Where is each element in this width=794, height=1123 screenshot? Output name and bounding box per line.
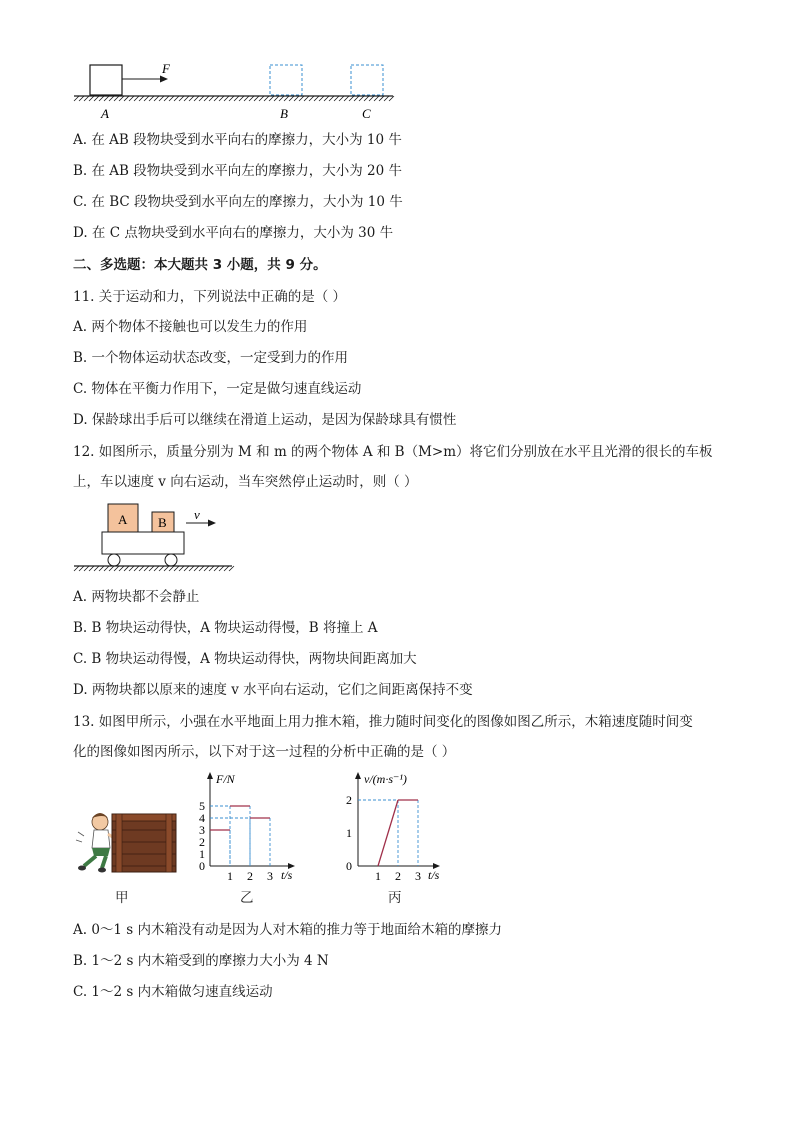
chart1-ylabel: F/N: [216, 772, 235, 786]
chart-velocity-time: [340, 768, 460, 888]
chart2-xtick-label: 2: [395, 869, 401, 883]
hatch-mark: [79, 566, 84, 571]
hatch-mark: [94, 566, 99, 571]
chart1-y-arrow: [207, 772, 213, 779]
hatch-mark: [374, 96, 379, 101]
hatch-mark: [179, 96, 184, 101]
hatch-mark: [194, 566, 199, 571]
person-illustration: [76, 813, 114, 873]
hatch-mark: [149, 96, 154, 101]
hatch-mark: [159, 96, 164, 101]
hatch-mark: [109, 96, 114, 101]
block-at-A: [90, 65, 122, 95]
hatch-mark: [99, 96, 104, 101]
hatch-mark: [154, 96, 159, 101]
hatch-mark: [74, 566, 79, 571]
chart1-ytick-label: 1: [199, 847, 205, 861]
q11-option-d: D. 保龄球出手后可以继续在滑道上运动，是因为保龄球具有惯性: [73, 412, 457, 428]
hatch-mark: [194, 96, 199, 101]
hatch-mark: [249, 96, 254, 101]
caption-jia: 甲: [115, 890, 129, 906]
hatch-mark: [319, 96, 324, 101]
hatch-mark: [169, 96, 174, 101]
q11-option-a: A. 两个物体不接触也可以发生力的作用: [73, 319, 308, 335]
hatch-mark: [314, 96, 319, 101]
hatch-mark: [84, 566, 89, 571]
velocity-label: v: [194, 507, 200, 522]
dashed-position-C: [351, 65, 383, 95]
section-heading-multiple-choice: 二、多选题：本大题共 3 小题，共 9 分。: [73, 257, 327, 273]
q10-option-a: A. 在 AB 段物块受到水平向右的摩擦力，大小为 10 牛: [73, 132, 402, 148]
hatch-mark: [264, 96, 269, 101]
hatch-mark: [104, 96, 109, 101]
figure-person-pushing-crate: [70, 800, 185, 880]
hatch-mark: [224, 566, 229, 571]
hatch-mark: [139, 96, 144, 101]
q13-option-c: C. 1～2 s 内木箱做匀速直线运动: [73, 984, 273, 1000]
chart-force-time: [195, 768, 315, 888]
hatch-mark: [384, 96, 389, 101]
chart2-ytick-label: 2: [346, 793, 352, 807]
chart2-ytick-label: 1: [346, 826, 352, 840]
chart2-xlabel: t/s: [428, 868, 440, 882]
caption-bing: 丙: [388, 890, 402, 906]
hatch-mark: [229, 566, 234, 571]
hatch-mark: [199, 566, 204, 571]
hatch-mark: [259, 96, 264, 101]
q13-option-a: A. 0～1 s 内木箱没有动是因为人对木箱的推力等于地面给木箱的摩擦力: [73, 922, 503, 938]
q10-option-c: C. 在 BC 段物块受到水平向左的摩擦力，大小为 10 牛: [73, 194, 403, 210]
hatch-mark: [89, 566, 94, 571]
chart1-ytick-label: 3: [199, 823, 205, 837]
q11-option-c: C. 物体在平衡力作用下，一定是做匀速直线运动: [73, 381, 362, 397]
hatch-mark: [229, 96, 234, 101]
hatch-mark: [199, 96, 204, 101]
q12-option-a: A. 两物块都不会静止: [73, 589, 200, 605]
hatch-mark: [154, 566, 159, 571]
hatch-mark: [104, 566, 109, 571]
chart1-ytick-label: 2: [199, 835, 205, 849]
chart1-xlabel: t/s: [281, 868, 293, 882]
hatch-mark: [219, 566, 224, 571]
hatch-mark: [364, 96, 369, 101]
hatch-mark: [84, 96, 89, 101]
figure-block-surface: [70, 55, 400, 125]
hatch-mark: [99, 566, 104, 571]
hatch-mark: [284, 96, 289, 101]
hatch-mark: [209, 96, 214, 101]
chart2-xtick-label: 3: [415, 869, 421, 883]
hatch-mark: [209, 566, 214, 571]
hatch-mark: [74, 96, 79, 101]
hatch-mark: [114, 566, 119, 571]
hatch-mark: [174, 566, 179, 571]
hatch-mark: [299, 96, 304, 101]
hatch-mark: [289, 96, 294, 101]
hatch-mark: [239, 96, 244, 101]
hatch-mark: [164, 566, 169, 571]
chart1-ytick-label: 0: [199, 859, 205, 873]
dashed-position-B: [270, 65, 302, 95]
hatch-mark: [179, 566, 184, 571]
hatch-mark: [124, 96, 129, 101]
hatch-mark: [379, 96, 384, 101]
hatch-mark: [254, 96, 259, 101]
hatch-mark: [329, 96, 334, 101]
hatch-mark: [119, 566, 124, 571]
q13-option-b: B. 1～2 s 内木箱受到的摩擦力大小为 4 N: [73, 953, 329, 969]
hatch-mark: [274, 96, 279, 101]
hatch-mark: [304, 96, 309, 101]
point-label-A: A: [101, 106, 109, 121]
hatch-mark: [94, 96, 99, 101]
q13-stem-line1: 13. 如图甲所示，小强在水平地面上用力推木箱，推力随时间变化的图像如图乙所示，木箱速度随时间变: [73, 714, 693, 730]
figure-cart: [70, 500, 240, 580]
point-label-B: B: [280, 106, 288, 121]
force-label: F: [162, 61, 170, 76]
chart1-xtick-label: 1: [227, 869, 233, 883]
hatch-mark: [124, 566, 129, 571]
chart1-xtick-label: 3: [267, 869, 273, 883]
cart-ground-hatching: [74, 566, 234, 571]
hatch-mark: [149, 566, 154, 571]
hatch-mark: [339, 96, 344, 101]
chart2-ylabel: v/(m·s⁻¹): [364, 772, 407, 786]
hatch-mark: [189, 566, 194, 571]
hatch-mark: [369, 96, 374, 101]
hatch-mark: [89, 96, 94, 101]
q12-option-b: B. B 物块运动得快，A 物块运动得慢，B 将撞上 A: [73, 620, 378, 636]
hatch-mark: [129, 96, 134, 101]
hatch-mark: [169, 566, 174, 571]
hatch-mark: [144, 96, 149, 101]
chart1-ytick-label: 4: [199, 811, 205, 825]
point-label-C: C: [362, 106, 371, 121]
velocity-arrow-head: [208, 520, 216, 527]
block-A-label: A: [118, 512, 128, 527]
force-arrow-head: [160, 76, 168, 83]
hatch-mark: [219, 96, 224, 101]
hatch-mark: [214, 566, 219, 571]
chart2-velocity-segment: [378, 800, 398, 866]
hatch-mark: [174, 96, 179, 101]
hatch-mark: [389, 96, 394, 101]
hatch-mark: [349, 96, 354, 101]
hatch-mark: [129, 566, 134, 571]
hatch-mark: [79, 96, 84, 101]
hatch-mark: [294, 96, 299, 101]
chart2-ytick-label: 0: [346, 859, 352, 873]
q12-stem-line1: 12. 如图所示，质量分别为 M 和 m 的两个物体 A 和 B（M>m）将它们分别放在水平且光滑的很长的车板: [73, 444, 713, 460]
hatch-mark: [109, 566, 114, 571]
hatch-mark: [224, 96, 229, 101]
block-B-label: B: [158, 515, 167, 530]
hatch-mark: [234, 96, 239, 101]
hatch-mark: [269, 96, 274, 101]
hatch-mark: [189, 96, 194, 101]
chart2-xtick-label: 1: [375, 869, 381, 883]
chart1-xtick-label: 2: [247, 869, 253, 883]
hatch-mark: [244, 96, 249, 101]
hatch-mark: [204, 566, 209, 571]
hatch-mark: [214, 96, 219, 101]
cart-board: [102, 532, 184, 554]
hatch-mark: [119, 96, 124, 101]
q12-option-d: D. 两物块都以原来的速度 v 水平向右运动，它们之间距离保持不变: [73, 682, 473, 698]
hatch-mark: [354, 96, 359, 101]
hatch-mark: [324, 96, 329, 101]
q11-stem: 11. 关于运动和力，下列说法中正确的是（ ）: [73, 289, 347, 305]
hatch-mark: [334, 96, 339, 101]
hatch-mark: [204, 96, 209, 101]
crate-illustration: [112, 814, 176, 872]
chart2-y-arrow: [355, 772, 361, 779]
hatch-mark: [164, 96, 169, 101]
hatch-mark: [159, 566, 164, 571]
hatch-mark: [144, 566, 149, 571]
q10-option-b: B. 在 AB 段物块受到水平向左的摩擦力，大小为 20 牛: [73, 163, 403, 179]
q12-option-c: C. B 物块运动得慢，A 物块运动得快，两物块间距离加大: [73, 651, 417, 667]
hatch-mark: [134, 566, 139, 571]
hatch-mark: [184, 566, 189, 571]
hatch-mark: [139, 566, 144, 571]
hatch-mark: [359, 96, 364, 101]
hatch-mark: [184, 96, 189, 101]
q13-stem-line2: 化的图像如图丙所示，以下对于这一过程的分析中正确的是（ ）: [73, 744, 456, 760]
cart-wheel-left: [108, 554, 120, 566]
caption-yi: 乙: [240, 890, 254, 906]
q11-option-b: B. 一个物体运动状态改变，一定受到力的作用: [73, 350, 349, 366]
hatch-mark: [114, 96, 119, 101]
hatch-mark: [279, 96, 284, 101]
chart1-ytick-label: 5: [199, 799, 205, 813]
ground-hatching: [74, 96, 394, 101]
q10-option-d: D. 在 C 点物块受到水平向右的摩擦力，大小为 30 牛: [73, 225, 394, 241]
hatch-mark: [134, 96, 139, 101]
hatch-mark: [344, 96, 349, 101]
q12-stem-line2: 上，车以速度 v 向右运动，当车突然停止运动时，则（ ）: [73, 474, 418, 490]
cart-wheel-right: [165, 554, 177, 566]
hatch-mark: [309, 96, 314, 101]
